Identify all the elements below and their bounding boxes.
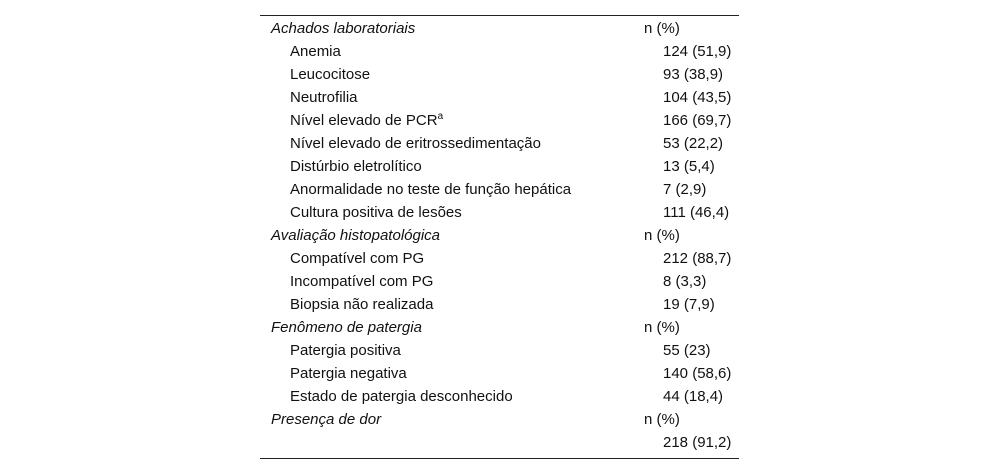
section-header-presenca-de-dor: [260, 408, 739, 431]
table-row: [260, 201, 739, 224]
row-label: Biopsia não realizada: [290, 296, 434, 313]
table-row: [260, 362, 739, 385]
table-row: [260, 385, 739, 408]
row-value: 7 (2,9): [663, 181, 707, 198]
table-row: [260, 63, 739, 86]
row-label: Distúrbio eletrolítico: [290, 158, 422, 175]
section-header-achados-laboratoriais: [260, 17, 739, 40]
row-value: 19 (7,9): [663, 296, 715, 313]
row-label: Leucocitose: [290, 66, 371, 83]
section-title: Presença de dor: [271, 411, 382, 428]
row-label: Estado de patergia desconhecido: [290, 388, 513, 405]
row-label: Compatível com PG: [290, 250, 425, 267]
row-value: 53 (22,2): [663, 135, 724, 152]
section-header-value: n (%): [644, 20, 680, 37]
row-value: 218 (91,2): [663, 434, 732, 451]
section-title: Avaliação histopatológica: [271, 227, 441, 244]
section-header-avaliacao-histopatologica: [260, 224, 739, 247]
row-value: 212 (88,7): [663, 250, 732, 267]
section-header-fenomeno-de-patergia: [260, 316, 739, 339]
row-value: 140 (58,6): [663, 365, 732, 382]
row-value: 124 (51,9): [663, 43, 732, 60]
row-label: Anormalidade no teste de função hepática: [290, 181, 572, 198]
table-row: [260, 109, 739, 132]
section-header-value: n (%): [644, 227, 680, 244]
row-value: 13 (5,4): [663, 158, 715, 175]
table-row: [260, 155, 739, 178]
footnote-marker: a: [437, 111, 444, 122]
table-row: [260, 40, 739, 63]
row-value: 55 (23): [663, 342, 711, 359]
row-label: Patergia negativa: [290, 365, 407, 382]
table-row: [260, 86, 739, 109]
row-value: 166 (69,7): [663, 112, 732, 129]
data-table: [260, 15, 739, 459]
section-header-value: n (%): [644, 411, 680, 428]
table-row: [260, 431, 739, 454]
row-label-with-footnote: [260, 109, 663, 132]
table-row: [260, 293, 739, 316]
row-label: Nível elevado de eritrossedimentação: [290, 135, 541, 152]
section-title: Fenômeno de patergia: [271, 319, 422, 336]
row-value: 104 (43,5): [663, 89, 732, 106]
row-label: Neutrofilia: [290, 89, 358, 106]
row-label: Incompatível com PG: [290, 273, 434, 290]
row-label: Nível elevado de PCR: [290, 112, 438, 129]
row-value: 44 (18,4): [663, 388, 724, 405]
table-row: [260, 339, 739, 362]
table-row: [260, 178, 739, 201]
table-row: [260, 270, 739, 293]
row-value: 111 (46,4): [663, 204, 730, 221]
row-value: 8 (3,3): [663, 273, 707, 290]
section-title: Achados laboratoriais: [271, 20, 416, 37]
row-label: Cultura positiva de lesões: [290, 204, 462, 221]
section-header-value: n (%): [644, 319, 680, 336]
table-row: [260, 247, 739, 270]
row-label: Patergia positiva: [290, 342, 401, 359]
row-value: 93 (38,9): [663, 66, 724, 83]
row-label: Anemia: [290, 43, 341, 60]
table-row: [260, 132, 739, 155]
